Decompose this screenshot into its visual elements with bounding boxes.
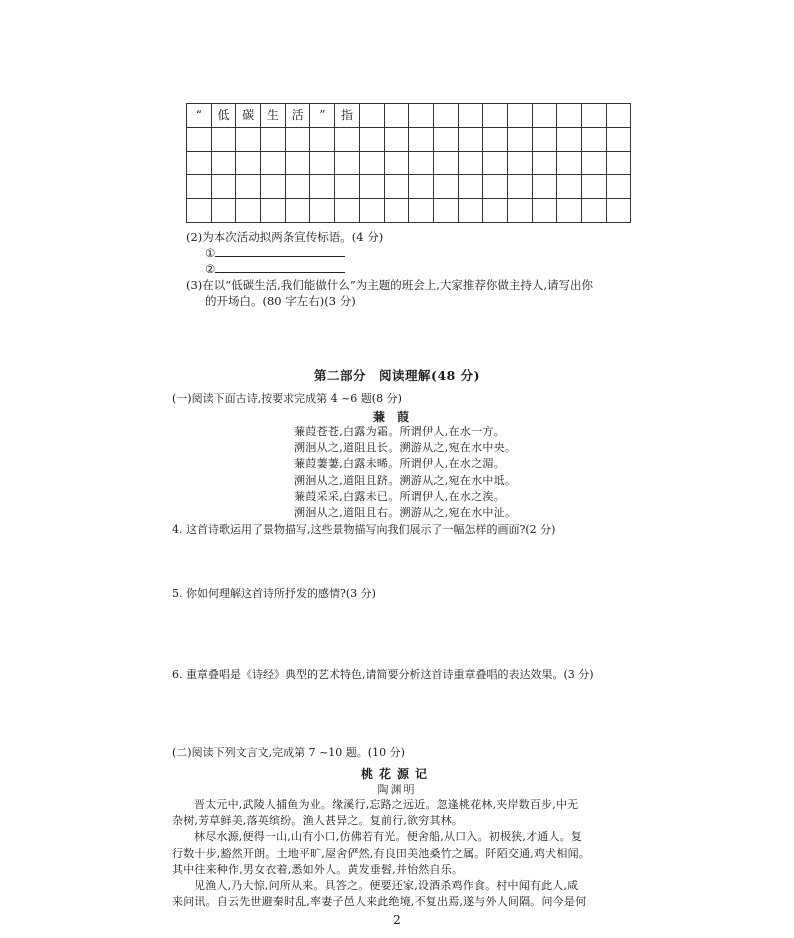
grid-cell[interactable]	[557, 151, 582, 175]
grid-cell[interactable]: 生	[261, 104, 286, 128]
grid-cell[interactable]	[557, 104, 582, 128]
grid-cell[interactable]	[187, 175, 212, 199]
grid-cell[interactable]	[211, 151, 236, 175]
grid-row	[187, 199, 631, 223]
grid-cell[interactable]	[261, 199, 286, 223]
grid-cell[interactable]	[285, 199, 310, 223]
grid-cell[interactable]	[335, 127, 360, 151]
grid-cell[interactable]	[582, 127, 607, 151]
question-3-line-1: (3)在以“低碳生活,我们能做什么”为主题的班会上,大家推荐你做主持人,请写出你	[186, 278, 594, 292]
grid-cell[interactable]	[507, 175, 532, 199]
prose-line: 其中往来种作,男女衣着,悉如外人。黄发垂髫,并怡然自乐。	[172, 862, 464, 876]
poem-line: 蒹葭萋萋,白露未晞。所谓伊人,在水之湄。	[294, 457, 505, 471]
grid-cell[interactable]: “	[187, 104, 212, 128]
grid-cell[interactable]	[606, 104, 631, 128]
grid-cell[interactable]	[211, 127, 236, 151]
grid-cell[interactable]	[359, 199, 384, 223]
grid-row	[187, 151, 631, 175]
grid-cell[interactable]	[483, 127, 508, 151]
question-4: 4. 这首诗歌运用了景物描写,这些景物描写向我们展示了一幅怎样的画面?(2 分)	[172, 523, 556, 536]
grid-cell[interactable]	[409, 199, 434, 223]
grid-cell[interactable]	[236, 127, 261, 151]
prose-title: 桃花源记	[360, 767, 433, 781]
question-6: 6. 重章叠唱是《诗经》典型的艺术特色,请简要分析这首诗重章叠唱的表达效果。(3 分)	[172, 668, 594, 681]
section-1-intro: (一)阅读下面古诗,按要求完成第 4 ~6 题(8 分)	[172, 392, 402, 405]
grid-cell[interactable]	[532, 127, 557, 151]
grid-cell[interactable]	[433, 151, 458, 175]
grid-cell[interactable]	[458, 127, 483, 151]
grid-cell[interactable]	[557, 199, 582, 223]
grid-cell[interactable]	[606, 175, 631, 199]
grid-cell[interactable]	[409, 104, 434, 128]
grid-cell[interactable]	[335, 199, 360, 223]
answer-line-2[interactable]	[205, 261, 345, 277]
grid-cell[interactable]	[507, 127, 532, 151]
grid-cell[interactable]	[557, 127, 582, 151]
grid-cell[interactable]	[310, 175, 335, 199]
grid-cell[interactable]	[532, 175, 557, 199]
prose-line: 行数十步,豁然开朗。土地平旷,屋舍俨然,有良田美池桑竹之属。阡陌交通,鸡犬相闻。	[172, 846, 590, 860]
grid-cell[interactable]	[285, 127, 310, 151]
poem-title: 蒹葭	[372, 410, 421, 424]
grid-cell[interactable]	[261, 127, 286, 151]
grid-cell[interactable]	[359, 175, 384, 199]
grid-cell[interactable]	[211, 175, 236, 199]
grid-cell[interactable]: 低	[211, 104, 236, 128]
prose-line: 杂树,芳草鲜美,落英缤纷。渔人甚异之。复前行,欲穷其林。	[172, 814, 464, 828]
grid-cell[interactable]	[483, 151, 508, 175]
grid-cell[interactable]	[236, 175, 261, 199]
grid-cell[interactable]	[532, 151, 557, 175]
grid-cell[interactable]	[582, 151, 607, 175]
blank-marker-2: ②	[205, 262, 216, 276]
prose-line: 晋太元中,武陵人捕鱼为业。缘溪行,忘路之远近。忽逢桃花林,夹岸数百步,中无	[194, 798, 579, 811]
grid-cell[interactable]	[409, 151, 434, 175]
question-3-line-2: 的开场白。(80 字左右)(3 分)	[205, 294, 356, 308]
grid-cell[interactable]	[409, 127, 434, 151]
blank-marker-1: ①	[205, 246, 216, 260]
grid-cell[interactable]	[384, 199, 409, 223]
grid-cell[interactable]	[384, 104, 409, 128]
grid-cell[interactable]	[458, 199, 483, 223]
poem-line: 溯洄从之,道阻且长。溯游从之,宛在水中央。	[294, 441, 517, 455]
grid-cell[interactable]	[532, 199, 557, 223]
prose-author: 陶渊明	[377, 783, 417, 796]
grid-cell[interactable]	[384, 127, 409, 151]
grid-cell[interactable]	[582, 199, 607, 223]
grid-cell[interactable]	[285, 151, 310, 175]
section-2-intro: (二)阅读下列文言文,完成第 7 ~10 题。(10 分)	[172, 746, 405, 759]
grid-cell[interactable]	[483, 199, 508, 223]
grid-cell[interactable]	[532, 104, 557, 128]
grid-cell[interactable]	[261, 151, 286, 175]
grid-cell[interactable]	[433, 127, 458, 151]
grid-cell[interactable]: 活	[285, 104, 310, 128]
grid-cell[interactable]	[483, 175, 508, 199]
grid-cell[interactable]	[433, 175, 458, 199]
poem-line: 蒹葭苍苍,白露为霜。所谓伊人,在水一方。	[294, 425, 505, 438]
grid-cell[interactable]	[335, 151, 360, 175]
grid-cell[interactable]: 指	[335, 104, 360, 128]
grid-cell[interactable]	[187, 151, 212, 175]
grid-cell[interactable]	[285, 175, 310, 199]
question-5: 5. 你如何理解这首诗所抒发的感情?(3 分)	[172, 587, 376, 600]
blank-2[interactable]	[215, 261, 345, 273]
blank-1[interactable]	[215, 245, 345, 257]
grid-cell[interactable]	[211, 199, 236, 223]
grid-cell[interactable]	[458, 151, 483, 175]
grid-cell[interactable]	[582, 175, 607, 199]
grid-cell[interactable]	[384, 175, 409, 199]
grid-cell[interactable]	[310, 127, 335, 151]
grid-cell[interactable]	[384, 151, 409, 175]
grid-cell[interactable]: ”	[310, 104, 335, 128]
part-2-title: 第二部分 阅读理解(48 分)	[313, 368, 481, 383]
answer-line-1[interactable]	[205, 245, 345, 261]
poem-line: 溯洄从之,道阻且跻。溯游从之,宛在水中坻。	[294, 473, 517, 487]
grid-row	[187, 104, 631, 128]
grid-cell[interactable]	[310, 199, 335, 223]
prose-line: 林尽水源,便得一山,山有小口,仿佛若有光。便舍船,从口入。初极狭,才通人。复	[194, 830, 583, 844]
grid-cell[interactable]	[483, 104, 508, 128]
grid-cell[interactable]	[335, 175, 360, 199]
grid-cell[interactable]	[261, 175, 286, 199]
grid-cell[interactable]	[606, 151, 631, 175]
grid-cell[interactable]	[236, 199, 261, 223]
grid-cell[interactable]	[606, 199, 631, 223]
grid-cell[interactable]	[433, 104, 458, 128]
grid-cell[interactable]	[458, 104, 483, 128]
grid-cell[interactable]	[310, 151, 335, 175]
grid-cell[interactable]	[359, 151, 384, 175]
grid-cell[interactable]	[507, 151, 532, 175]
grid-cell[interactable]	[433, 199, 458, 223]
grid-cell[interactable]	[582, 104, 607, 128]
grid-cell[interactable]: 碳	[236, 104, 261, 128]
grid-cell[interactable]	[507, 104, 532, 128]
grid-cell[interactable]	[187, 127, 212, 151]
page-number: 2	[393, 913, 401, 927]
grid-cell[interactable]	[458, 175, 483, 199]
prose-line: 来问讯。自云先世避秦时乱,率妻子邑人来此绝境,不复出焉,遂与外人间隔。问今是何	[172, 895, 587, 909]
poem-line: 蒹葭采采,白露未已。所谓伊人,在水之涘。	[294, 489, 505, 503]
grid-cell[interactable]	[557, 175, 582, 199]
grid-cell[interactable]	[236, 151, 261, 175]
grid-cell[interactable]	[409, 175, 434, 199]
writing-grid	[186, 103, 631, 223]
grid-cell[interactable]	[359, 104, 384, 128]
poem-line: 溯洄从之,道阻且右。溯游从之,宛在水中沚。	[294, 506, 517, 519]
grid-cell[interactable]	[507, 199, 532, 223]
grid-cell[interactable]	[359, 127, 384, 151]
grid-row	[187, 127, 631, 151]
prose-line: 见渔人,乃大惊,问所从来。具答之。便要还家,设酒杀鸡作食。村中闻有此人,咸	[194, 879, 579, 892]
grid-row	[187, 175, 631, 199]
grid-cell[interactable]	[606, 127, 631, 151]
question-2: (2)为本次活动拟两条宣传标语。(4 分)	[186, 230, 384, 244]
grid-cell[interactable]	[187, 199, 212, 223]
